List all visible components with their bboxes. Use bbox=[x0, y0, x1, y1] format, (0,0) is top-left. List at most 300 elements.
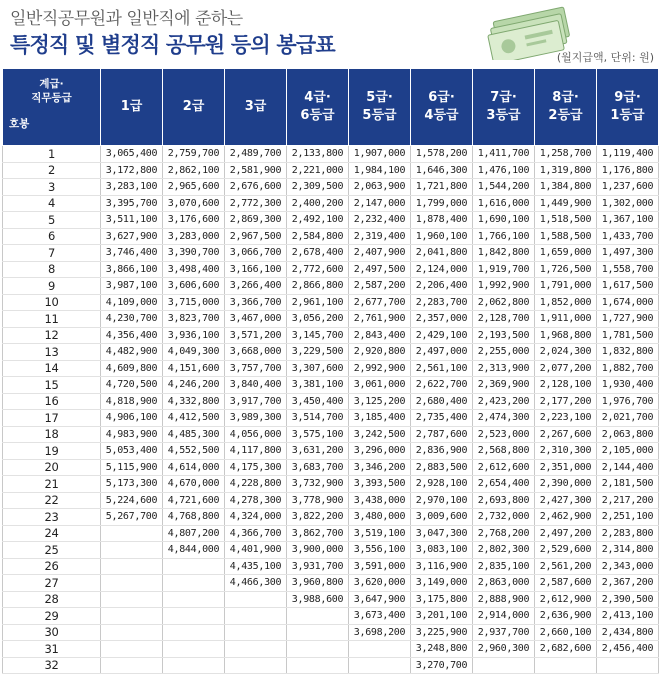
salary-cell: 2,217,200 bbox=[597, 492, 659, 509]
salary-cell: 2,255,000 bbox=[473, 344, 535, 361]
salary-cell: 3,056,200 bbox=[287, 311, 349, 328]
salary-cell bbox=[225, 591, 287, 608]
salary-cell: 3,673,400 bbox=[349, 608, 411, 625]
salary-cell: 3,987,100 bbox=[101, 278, 163, 295]
salary-cell: 1,766,100 bbox=[473, 228, 535, 245]
salary-cell bbox=[287, 657, 349, 674]
salary-cell: 1,476,100 bbox=[473, 162, 535, 179]
column-header: 8급· 2등급 bbox=[535, 69, 597, 146]
salary-cell: 2,654,400 bbox=[473, 476, 535, 493]
step-number-cell: 8 bbox=[3, 261, 101, 278]
salary-cell: 2,206,400 bbox=[411, 278, 473, 295]
salary-cell: 2,787,600 bbox=[411, 426, 473, 443]
salary-cell: 1,930,400 bbox=[597, 377, 659, 394]
table-row bbox=[3, 261, 659, 278]
step-number-cell: 5 bbox=[3, 212, 101, 229]
salary-cell: 3,840,400 bbox=[225, 377, 287, 394]
salary-cell: 3,307,600 bbox=[287, 360, 349, 377]
salary-cell: 3,778,900 bbox=[287, 492, 349, 509]
salary-cell: 2,147,000 bbox=[349, 195, 411, 212]
table-row bbox=[3, 426, 659, 443]
salary-cell: 4,049,300 bbox=[163, 344, 225, 361]
salary-cell: 2,400,200 bbox=[287, 195, 349, 212]
table-row bbox=[3, 608, 659, 625]
salary-cell: 3,862,700 bbox=[287, 525, 349, 542]
salary-cell: 1,659,000 bbox=[535, 245, 597, 262]
corner-grade-label: 계급· 직무등급 bbox=[31, 78, 72, 104]
salary-cell: 4,324,000 bbox=[225, 509, 287, 526]
step-number-cell: 20 bbox=[3, 459, 101, 476]
salary-cell: 4,332,800 bbox=[163, 393, 225, 410]
salary-cell: 1,433,700 bbox=[597, 228, 659, 245]
salary-cell: 2,862,100 bbox=[163, 162, 225, 179]
column-header: 3급 bbox=[225, 69, 287, 146]
salary-cell: 2,456,400 bbox=[597, 641, 659, 658]
salary-cell: 4,721,600 bbox=[163, 492, 225, 509]
salary-cell: 4,807,200 bbox=[163, 525, 225, 542]
step-number-cell: 10 bbox=[3, 294, 101, 311]
salary-cell: 2,077,200 bbox=[535, 360, 597, 377]
salary-cell: 3,172,800 bbox=[101, 162, 163, 179]
step-number-cell: 22 bbox=[3, 492, 101, 509]
unit-note: (월지급액, 단위: 원) bbox=[556, 51, 654, 64]
step-number-cell: 18 bbox=[3, 426, 101, 443]
salary-cell: 2,869,300 bbox=[225, 212, 287, 229]
salary-cell bbox=[163, 591, 225, 608]
step-number-cell: 15 bbox=[3, 377, 101, 394]
salary-cell: 1,960,100 bbox=[411, 228, 473, 245]
salary-cell: 3,732,900 bbox=[287, 476, 349, 493]
salary-cell: 3,395,700 bbox=[101, 195, 163, 212]
salary-cell: 2,680,400 bbox=[411, 393, 473, 410]
salary-cell: 2,581,900 bbox=[225, 162, 287, 179]
table-row bbox=[3, 179, 659, 196]
step-number-cell: 29 bbox=[3, 608, 101, 625]
salary-cell: 4,482,900 bbox=[101, 344, 163, 361]
salary-cell: 2,863,000 bbox=[473, 575, 535, 592]
salary-cell: 1,578,200 bbox=[411, 146, 473, 163]
salary-cell: 3,242,500 bbox=[349, 426, 411, 443]
salary-cell: 2,768,200 bbox=[473, 525, 535, 542]
page-title: 특정직 및 별정직 공무원 등의 봉급표 bbox=[10, 33, 335, 57]
salary-cell bbox=[101, 542, 163, 559]
salary-cell bbox=[101, 641, 163, 658]
salary-cell: 3,166,100 bbox=[225, 261, 287, 278]
salary-cell: 2,561,200 bbox=[535, 558, 597, 575]
table-row bbox=[3, 657, 659, 674]
salary-cell: 2,283,800 bbox=[597, 525, 659, 542]
table-row bbox=[3, 245, 659, 262]
table-row bbox=[3, 542, 659, 559]
salary-cell: 2,041,800 bbox=[411, 245, 473, 262]
salary-cell bbox=[163, 657, 225, 674]
salary-cell bbox=[163, 641, 225, 658]
salary-cell: 2,937,700 bbox=[473, 624, 535, 641]
step-number-cell: 2 bbox=[3, 162, 101, 179]
salary-cell: 2,759,700 bbox=[163, 146, 225, 163]
salary-cell: 2,772,600 bbox=[287, 261, 349, 278]
salary-cell: 1,518,500 bbox=[535, 212, 597, 229]
salary-cell: 3,185,400 bbox=[349, 410, 411, 427]
table-row bbox=[3, 509, 659, 526]
salary-cell: 2,677,700 bbox=[349, 294, 411, 311]
table-row bbox=[3, 443, 659, 460]
salary-cell: 2,319,400 bbox=[349, 228, 411, 245]
salary-cell: 1,616,000 bbox=[473, 195, 535, 212]
salary-cell bbox=[287, 624, 349, 641]
salary-cell: 3,823,700 bbox=[163, 311, 225, 328]
salary-cell: 1,799,000 bbox=[411, 195, 473, 212]
salary-cell bbox=[101, 575, 163, 592]
salary-cell: 1,976,700 bbox=[597, 393, 659, 410]
salary-cell: 1,911,000 bbox=[535, 311, 597, 328]
salary-cell: 2,992,900 bbox=[349, 360, 411, 377]
step-number-cell: 23 bbox=[3, 509, 101, 526]
salary-cell: 3,009,600 bbox=[411, 509, 473, 526]
salary-cell: 3,620,000 bbox=[349, 575, 411, 592]
salary-table bbox=[2, 68, 659, 674]
salary-cell: 3,381,100 bbox=[287, 377, 349, 394]
salary-cell: 1,411,700 bbox=[473, 146, 535, 163]
salary-cell: 1,646,300 bbox=[411, 162, 473, 179]
salary-cell: 2,489,700 bbox=[225, 146, 287, 163]
salary-cell: 2,529,600 bbox=[535, 542, 597, 559]
step-number-cell: 25 bbox=[3, 542, 101, 559]
salary-cell: 3,248,800 bbox=[411, 641, 473, 658]
salary-cell: 2,062,800 bbox=[473, 294, 535, 311]
salary-cell: 2,063,900 bbox=[349, 179, 411, 196]
salary-cell: 2,193,500 bbox=[473, 327, 535, 344]
salary-cell: 2,735,400 bbox=[411, 410, 473, 427]
step-number-cell: 12 bbox=[3, 327, 101, 344]
corner-step-label: 호봉 bbox=[9, 118, 30, 130]
title-line1: 일반직공무원과 일반직에 준하는 bbox=[10, 9, 243, 29]
salary-cell: 2,251,100 bbox=[597, 509, 659, 526]
salary-cell: 2,584,800 bbox=[287, 228, 349, 245]
salary-cell: 2,309,500 bbox=[287, 179, 349, 196]
table-row bbox=[3, 410, 659, 427]
salary-cell: 2,732,000 bbox=[473, 509, 535, 526]
salary-cell: 2,967,500 bbox=[225, 228, 287, 245]
column-header: 6급· 4등급 bbox=[411, 69, 473, 146]
step-number-cell: 11 bbox=[3, 311, 101, 328]
salary-cell: 3,822,200 bbox=[287, 509, 349, 526]
salary-cell: 3,757,700 bbox=[225, 360, 287, 377]
salary-cell: 3,746,400 bbox=[101, 245, 163, 262]
salary-cell: 2,693,800 bbox=[473, 492, 535, 509]
salary-cell bbox=[101, 525, 163, 542]
step-number-cell: 4 bbox=[3, 195, 101, 212]
salary-cell: 2,343,000 bbox=[597, 558, 659, 575]
salary-cell: 4,056,000 bbox=[225, 426, 287, 443]
salary-cell: 3,346,200 bbox=[349, 459, 411, 476]
salary-cell: 3,866,100 bbox=[101, 261, 163, 278]
salary-cell bbox=[101, 558, 163, 575]
salary-cell: 2,429,100 bbox=[411, 327, 473, 344]
salary-cell: 3,936,100 bbox=[163, 327, 225, 344]
salary-cell: 2,357,000 bbox=[411, 311, 473, 328]
salary-cell bbox=[225, 624, 287, 641]
salary-cell: 3,283,100 bbox=[101, 179, 163, 196]
header bbox=[0, 0, 660, 66]
salary-cell: 3,988,600 bbox=[287, 591, 349, 608]
salary-cell bbox=[101, 657, 163, 674]
salary-cell: 2,761,900 bbox=[349, 311, 411, 328]
salary-cell: 3,065,400 bbox=[101, 146, 163, 163]
salary-cell: 3,066,700 bbox=[225, 245, 287, 262]
salary-cell: 3,575,100 bbox=[287, 426, 349, 443]
step-number-cell: 3 bbox=[3, 179, 101, 196]
salary-cell: 3,606,600 bbox=[163, 278, 225, 295]
salary-cell: 3,175,800 bbox=[411, 591, 473, 608]
salary-cell: 3,900,000 bbox=[287, 542, 349, 559]
column-header: 5급· 5등급 bbox=[349, 69, 411, 146]
salary-cell: 2,407,900 bbox=[349, 245, 411, 262]
salary-cell: 2,835,100 bbox=[473, 558, 535, 575]
step-number-cell: 27 bbox=[3, 575, 101, 592]
salary-cell: 3,556,100 bbox=[349, 542, 411, 559]
salary-cell: 3,960,800 bbox=[287, 575, 349, 592]
salary-cell: 1,842,800 bbox=[473, 245, 535, 262]
salary-cell: 1,544,200 bbox=[473, 179, 535, 196]
table-row bbox=[3, 195, 659, 212]
salary-cell: 2,367,200 bbox=[597, 575, 659, 592]
salary-cell: 2,523,000 bbox=[473, 426, 535, 443]
salary-cell: 1,992,900 bbox=[473, 278, 535, 295]
step-number-cell: 14 bbox=[3, 360, 101, 377]
table-row bbox=[3, 162, 659, 179]
salary-cell: 2,021,700 bbox=[597, 410, 659, 427]
salary-cell: 1,497,300 bbox=[597, 245, 659, 262]
step-number-cell: 7 bbox=[3, 245, 101, 262]
table-row bbox=[3, 294, 659, 311]
salary-cell: 4,175,300 bbox=[225, 459, 287, 476]
column-header: 2급 bbox=[163, 69, 225, 146]
salary-cell: 2,310,300 bbox=[535, 443, 597, 460]
salary-cell bbox=[287, 641, 349, 658]
table-row bbox=[3, 311, 659, 328]
salary-cell: 2,914,000 bbox=[473, 608, 535, 625]
salary-cell: 2,390,500 bbox=[597, 591, 659, 608]
salary-cell: 3,061,000 bbox=[349, 377, 411, 394]
table-row bbox=[3, 492, 659, 509]
salary-cell bbox=[163, 624, 225, 641]
salary-cell: 5,224,600 bbox=[101, 492, 163, 509]
salary-cell: 3,149,000 bbox=[411, 575, 473, 592]
step-number-cell: 9 bbox=[3, 278, 101, 295]
salary-cell: 1,119,400 bbox=[597, 146, 659, 163]
salary-cell: 4,356,400 bbox=[101, 327, 163, 344]
salary-cell: 4,278,300 bbox=[225, 492, 287, 509]
salary-cell: 2,128,100 bbox=[535, 377, 597, 394]
salary-cell: 2,928,100 bbox=[411, 476, 473, 493]
salary-cell: 1,302,000 bbox=[597, 195, 659, 212]
salary-cell: 2,063,800 bbox=[597, 426, 659, 443]
salary-cell: 5,053,400 bbox=[101, 443, 163, 460]
salary-cell: 1,919,700 bbox=[473, 261, 535, 278]
salary-cell: 3,591,000 bbox=[349, 558, 411, 575]
salary-cell: 3,201,100 bbox=[411, 608, 473, 625]
salary-cell: 3,519,100 bbox=[349, 525, 411, 542]
salary-cell: 2,587,600 bbox=[535, 575, 597, 592]
salary-cell: 2,492,100 bbox=[287, 212, 349, 229]
salary-cell: 2,612,900 bbox=[535, 591, 597, 608]
salary-cell bbox=[349, 657, 411, 674]
step-number-cell: 17 bbox=[3, 410, 101, 427]
salary-cell: 2,888,900 bbox=[473, 591, 535, 608]
salary-cell: 3,668,000 bbox=[225, 344, 287, 361]
salary-cell: 2,128,700 bbox=[473, 311, 535, 328]
salary-cell: 2,682,600 bbox=[535, 641, 597, 658]
salary-cell: 3,438,000 bbox=[349, 492, 411, 509]
column-header: 7급· 3등급 bbox=[473, 69, 535, 146]
salary-cell: 3,514,700 bbox=[287, 410, 349, 427]
salary-cell: 3,715,000 bbox=[163, 294, 225, 311]
salary-cell: 4,412,500 bbox=[163, 410, 225, 427]
salary-cell: 4,246,200 bbox=[163, 377, 225, 394]
salary-cell: 2,836,900 bbox=[411, 443, 473, 460]
salary-cell: 3,266,400 bbox=[225, 278, 287, 295]
salary-cell: 3,125,200 bbox=[349, 393, 411, 410]
salary-cell: 4,228,800 bbox=[225, 476, 287, 493]
salary-cell bbox=[225, 608, 287, 625]
salary-cell: 2,267,600 bbox=[535, 426, 597, 443]
salary-cell bbox=[225, 641, 287, 658]
table-row bbox=[3, 624, 659, 641]
salary-cell: 2,965,600 bbox=[163, 179, 225, 196]
salary-cell: 2,866,800 bbox=[287, 278, 349, 295]
table-row bbox=[3, 377, 659, 394]
salary-cell: 3,683,700 bbox=[287, 459, 349, 476]
step-number-cell: 16 bbox=[3, 393, 101, 410]
salary-cell: 2,351,000 bbox=[535, 459, 597, 476]
salary-cell: 1,968,800 bbox=[535, 327, 597, 344]
salary-cell: 1,384,800 bbox=[535, 179, 597, 196]
salary-cell: 1,617,500 bbox=[597, 278, 659, 295]
table-row bbox=[3, 212, 659, 229]
step-number-cell: 24 bbox=[3, 525, 101, 542]
table-header-row bbox=[3, 69, 659, 146]
salary-cell bbox=[101, 624, 163, 641]
salary-cell bbox=[535, 657, 597, 674]
salary-cell: 3,116,900 bbox=[411, 558, 473, 575]
salary-cell: 3,083,100 bbox=[411, 542, 473, 559]
table-row bbox=[3, 360, 659, 377]
salary-cell: 2,283,700 bbox=[411, 294, 473, 311]
salary-cell: 2,568,800 bbox=[473, 443, 535, 460]
table-row bbox=[3, 591, 659, 608]
table-row bbox=[3, 278, 659, 295]
salary-cell: 1,674,000 bbox=[597, 294, 659, 311]
salary-cell: 2,390,000 bbox=[535, 476, 597, 493]
salary-cell: 1,721,800 bbox=[411, 179, 473, 196]
salary-cell: 3,366,700 bbox=[225, 294, 287, 311]
salary-cell: 4,844,000 bbox=[163, 542, 225, 559]
salary-cell: 4,401,900 bbox=[225, 542, 287, 559]
salary-cell: 2,497,000 bbox=[411, 344, 473, 361]
salary-cell: 3,047,300 bbox=[411, 525, 473, 542]
salary-cell: 2,678,400 bbox=[287, 245, 349, 262]
salary-cell: 3,176,600 bbox=[163, 212, 225, 229]
salary-cell: 3,511,100 bbox=[101, 212, 163, 229]
salary-cell: 4,983,900 bbox=[101, 426, 163, 443]
salary-cell: 2,144,400 bbox=[597, 459, 659, 476]
salary-cell: 2,423,200 bbox=[473, 393, 535, 410]
corner-header bbox=[3, 69, 101, 146]
salary-cell: 4,720,500 bbox=[101, 377, 163, 394]
salary-cell: 1,258,700 bbox=[535, 146, 597, 163]
salary-cell: 2,636,900 bbox=[535, 608, 597, 625]
salary-cell: 3,296,000 bbox=[349, 443, 411, 460]
column-header: 1급 bbox=[101, 69, 163, 146]
salary-cell: 1,367,100 bbox=[597, 212, 659, 229]
salary-cell: 3,229,500 bbox=[287, 344, 349, 361]
salary-cell: 3,480,000 bbox=[349, 509, 411, 526]
salary-cell: 2,413,100 bbox=[597, 608, 659, 625]
salary-cell: 1,781,500 bbox=[597, 327, 659, 344]
salary-cell: 1,832,800 bbox=[597, 344, 659, 361]
salary-cell: 2,105,000 bbox=[597, 443, 659, 460]
salary-cell: 5,115,900 bbox=[101, 459, 163, 476]
table-row bbox=[3, 525, 659, 542]
salary-cell: 4,614,000 bbox=[163, 459, 225, 476]
salary-cell: 3,631,200 bbox=[287, 443, 349, 460]
salary-cell: 2,232,400 bbox=[349, 212, 411, 229]
salary-cell bbox=[287, 608, 349, 625]
salary-cell: 3,627,900 bbox=[101, 228, 163, 245]
table-row bbox=[3, 146, 659, 163]
salary-cell: 2,497,200 bbox=[535, 525, 597, 542]
step-number-cell: 28 bbox=[3, 591, 101, 608]
salary-cell: 2,970,100 bbox=[411, 492, 473, 509]
salary-cell: 4,768,800 bbox=[163, 509, 225, 526]
salary-cell: 3,498,400 bbox=[163, 261, 225, 278]
salary-cell: 1,791,000 bbox=[535, 278, 597, 295]
salary-cell bbox=[163, 608, 225, 625]
salary-cell: 2,920,800 bbox=[349, 344, 411, 361]
salary-cell bbox=[597, 657, 659, 674]
salary-cell: 1,907,000 bbox=[349, 146, 411, 163]
step-number-cell: 30 bbox=[3, 624, 101, 641]
salary-cell: 1,588,500 bbox=[535, 228, 597, 245]
salary-cell: 2,802,300 bbox=[473, 542, 535, 559]
salary-cell: 2,960,300 bbox=[473, 641, 535, 658]
salary-cell: 2,221,000 bbox=[287, 162, 349, 179]
salary-cell: 3,390,700 bbox=[163, 245, 225, 262]
table-row bbox=[3, 476, 659, 493]
salary-cell: 3,145,700 bbox=[287, 327, 349, 344]
salary-cell: 2,497,500 bbox=[349, 261, 411, 278]
salary-cell: 4,485,300 bbox=[163, 426, 225, 443]
salary-cell: 2,434,800 bbox=[597, 624, 659, 641]
salary-cell: 2,676,600 bbox=[225, 179, 287, 196]
salary-cell: 1,237,600 bbox=[597, 179, 659, 196]
column-header: 4급· 6등급 bbox=[287, 69, 349, 146]
salary-cell: 4,109,000 bbox=[101, 294, 163, 311]
salary-cell: 2,587,200 bbox=[349, 278, 411, 295]
salary-cell: 3,647,900 bbox=[349, 591, 411, 608]
salary-cell bbox=[349, 641, 411, 658]
salary-cell: 3,283,000 bbox=[163, 228, 225, 245]
salary-cell: 2,181,500 bbox=[597, 476, 659, 493]
salary-cell bbox=[101, 608, 163, 625]
salary-cell: 4,906,100 bbox=[101, 410, 163, 427]
salary-cell: 1,176,800 bbox=[597, 162, 659, 179]
salary-cell: 4,230,700 bbox=[101, 311, 163, 328]
salary-cell: 3,450,400 bbox=[287, 393, 349, 410]
salary-cell: 3,467,000 bbox=[225, 311, 287, 328]
table-row bbox=[3, 575, 659, 592]
